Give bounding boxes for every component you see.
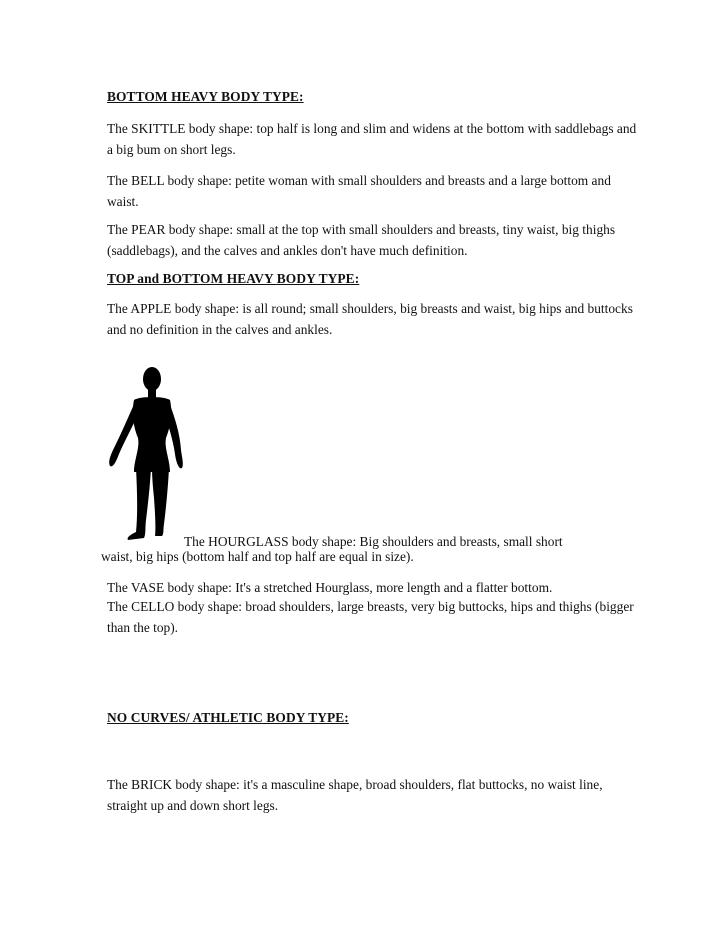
paragraph-skittle: The SKITTLE body shape: top half is long and slim and widens at the bottom with saddlebags and a big bum on short legs. <box>107 121 637 157</box>
hourglass-silhouette-icon <box>104 362 188 546</box>
heading-bottom-heavy: BOTTOM HEAVY BODY TYPE: <box>107 89 304 104</box>
paragraph-cello: The CELLO body shape: broad shoulders, large breasts, very big buttocks, hips and thighs (bigger than the top). <box>107 599 634 635</box>
paragraph-apple: The APPLE body shape: is all round; small shoulders, big breasts and waist, big hips and buttocks and no definition in the calves and ankles. <box>107 301 633 337</box>
heading-no-curves: NO CURVES/ ATHLETIC BODY TYPE: <box>107 710 349 725</box>
paragraph-brick: The BRICK body shape: it's a masculine shape, broad shoulders, flat buttocks, no waist line, straight up and down short legs. <box>107 777 603 813</box>
heading-top-bottom-heavy: TOP and BOTTOM HEAVY BODY TYPE: <box>107 271 360 286</box>
paragraph-bell: The BELL body shape: petite woman with small shoulders and breasts and a large bottom and waist. <box>107 173 611 209</box>
paragraph-hourglass-line1: The HOURGLASS body shape: Big shoulders and breasts, small short <box>184 534 563 549</box>
paragraph-hourglass-line2: waist, big hips (bottom half and top half are equal in size). <box>101 549 414 564</box>
paragraph-vase: The VASE body shape: It's a stretched Hourglass, more length and a flatter bottom. <box>107 580 553 595</box>
paragraph-pear: The PEAR body shape: small at the top with small shoulders and breasts, tiny waist, big thighs (saddlebags), and the calves and ankles don't have much definition. <box>107 222 616 258</box>
